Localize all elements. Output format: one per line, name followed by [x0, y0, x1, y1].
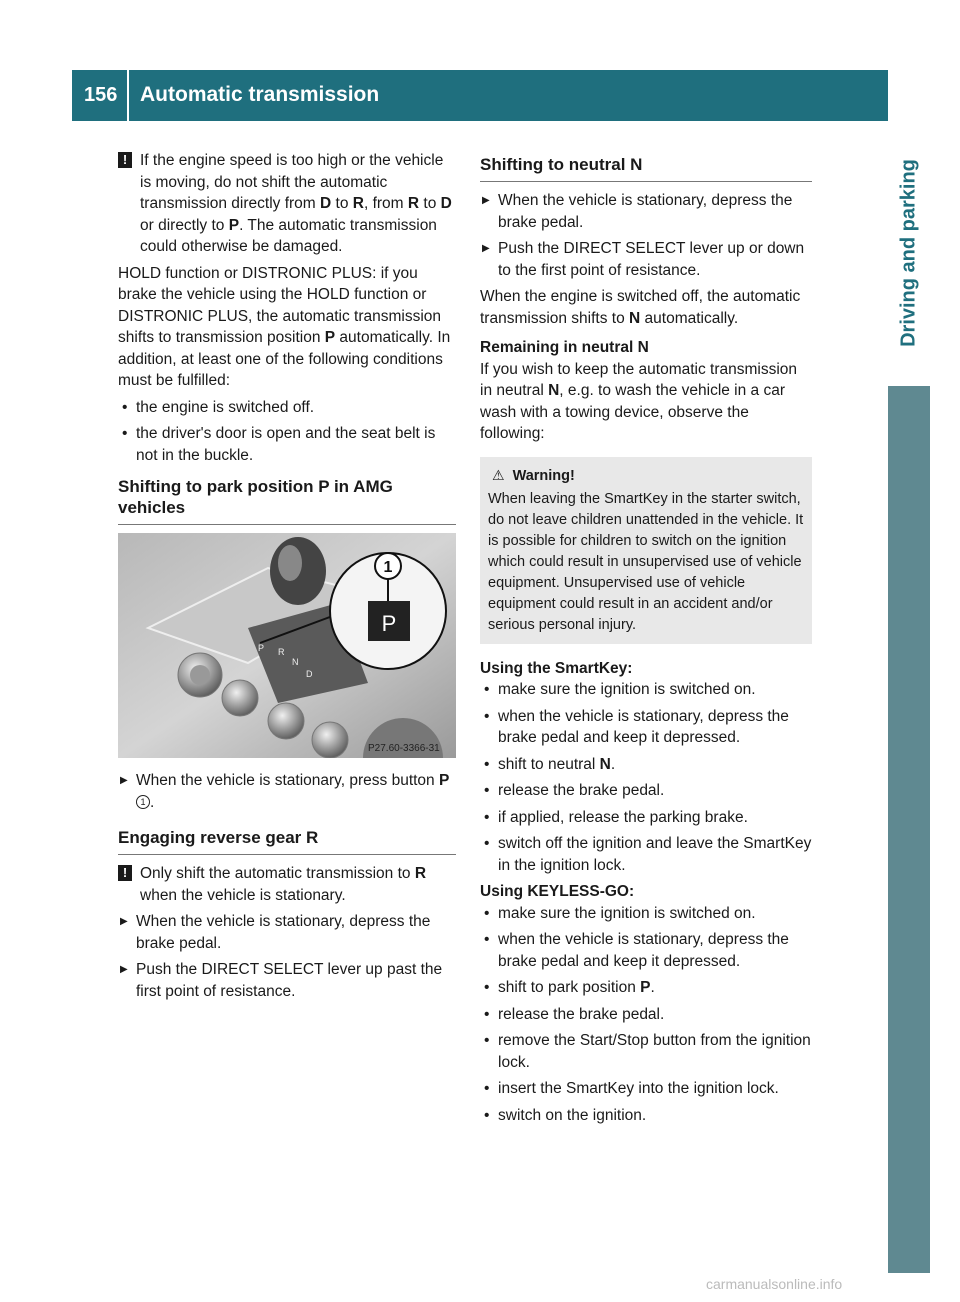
side-tab-label: Driving and parking: [897, 159, 920, 347]
step-item: ▶ Push the DIRECT SELECT lever up or down to the first point of resistance.: [480, 238, 812, 281]
hold-paragraph: HOLD function or DISTRONIC PLUS: if you brake the vehicle using the HOLD function or DISTRONIC PLUS, the automatic transmission shifts to transmission position P automatically. In addition, at least one of the following conditions must be fulfilled:: [118, 264, 451, 389]
notice-paragraph: ! Only shift the automatic transmission to R when the vehicle is stationary.: [118, 863, 456, 906]
left-column: [118, 150, 456, 1007]
list-item: • the driver's door is open and the seat belt is not in the buckle.: [118, 423, 456, 466]
step-item: ▶ When the vehicle is stationary, depress the brake pedal.: [118, 911, 456, 954]
gear-letter-r: R: [278, 647, 285, 657]
header-divider: [127, 70, 129, 121]
callout-ref: 1: [136, 795, 150, 809]
list-item: • release the brake pedal.: [480, 1004, 812, 1026]
side-tab-block: [888, 386, 930, 1273]
sub-heading-remaining: Remaining in neutral N: [480, 339, 649, 356]
sub-heading-smartkey: Using the SmartKey:: [480, 659, 633, 677]
list-item: • release the brake pedal.: [480, 780, 812, 802]
remaining-paragraph: If you wish to keep the automatic transmission in neutral N, e.g. to wash the vehicle in a car wash with a towing device, observe the following:: [480, 360, 798, 442]
watermark: carmanualsonline.info: [706, 1276, 843, 1292]
sub-heading-keyless: Using KEYLESS-GO:: [480, 883, 635, 900]
list-item: • switch off the ignition and leave the SmartKey in the ignition lock.: [480, 833, 812, 876]
section-heading-neutral: Shifting to neutral N: [480, 154, 812, 182]
warning-title: Warning!: [512, 467, 575, 484]
list-item: • insert the SmartKey into the ignition lock.: [480, 1078, 812, 1100]
right-column: [480, 150, 812, 1131]
warning-text: When leaving the SmartKey in the starter switch, do not leave children unattended in the vehicle. It is possible for children to switch on the ignition which could result in unsupervised use of vehicle equipment. Unsupervised use of vehicle equipment could result in an accident and/or serious personal injury.: [488, 490, 804, 633]
warning-triangle-icon: ⚠: [492, 466, 505, 483]
warning-box: [480, 457, 812, 644]
side-tab: [888, 121, 930, 1273]
page-title: Automatic transmission: [140, 83, 380, 106]
step-item: ▶ When the vehicle is stationary, depress the brake pedal.: [480, 190, 812, 233]
gear-letter-d: D: [306, 669, 313, 679]
figure-reference: P27.60-3366-31: [368, 743, 440, 754]
page-number: 156: [84, 84, 118, 106]
notice-icon: !: [118, 152, 132, 168]
section-heading-park: Shifting to park position P in AMG vehicles: [118, 476, 456, 525]
p-button-label: P: [381, 611, 397, 636]
page-header: [72, 70, 888, 121]
list-item: • when the vehicle is stationary, depress the brake pedal and keep it depressed.: [480, 706, 812, 749]
notice-icon: !: [118, 865, 132, 881]
list-item: • remove the Start/Stop button from the ignition lock.: [480, 1030, 812, 1073]
list-item: • if applied, release the parking brake.: [480, 807, 812, 829]
list-item: • shift to neutral N.: [480, 754, 812, 776]
gear-selector-figure: [118, 533, 456, 758]
list-item: • the engine is switched off.: [118, 397, 456, 419]
list-item: • when the vehicle is stationary, depress the brake pedal and keep it depressed.: [480, 929, 812, 972]
section-heading-reverse: Engaging reverse gear R: [118, 827, 456, 855]
list-item: • make sure the ignition is switched on.: [480, 679, 812, 701]
engine-off-paragraph: When the engine is switched off, the automatic transmission shifts to N automatically.: [480, 288, 801, 327]
step-item: ▶ Push the DIRECT SELECT lever up past the first point of resistance.: [118, 959, 456, 1002]
list-item: • make sure the ignition is switched on.: [480, 903, 812, 925]
list-item: • shift to park position P.: [480, 977, 812, 999]
notice-paragraph: ! If the engine speed is too high or the vehicle is moving, do not shift the automatic transmission directly from D to R, from R to D or directly to P. The automatic transmission could otherwise be damaged.: [118, 150, 456, 258]
list-item: • switch on the ignition.: [480, 1105, 812, 1127]
step-park: ▶ When the vehicle is stationary, press button P 1 .: [118, 770, 456, 813]
callout-number: 1: [383, 559, 393, 576]
gear-letter-n: N: [292, 657, 299, 667]
gear-letter-p: P: [258, 643, 265, 653]
